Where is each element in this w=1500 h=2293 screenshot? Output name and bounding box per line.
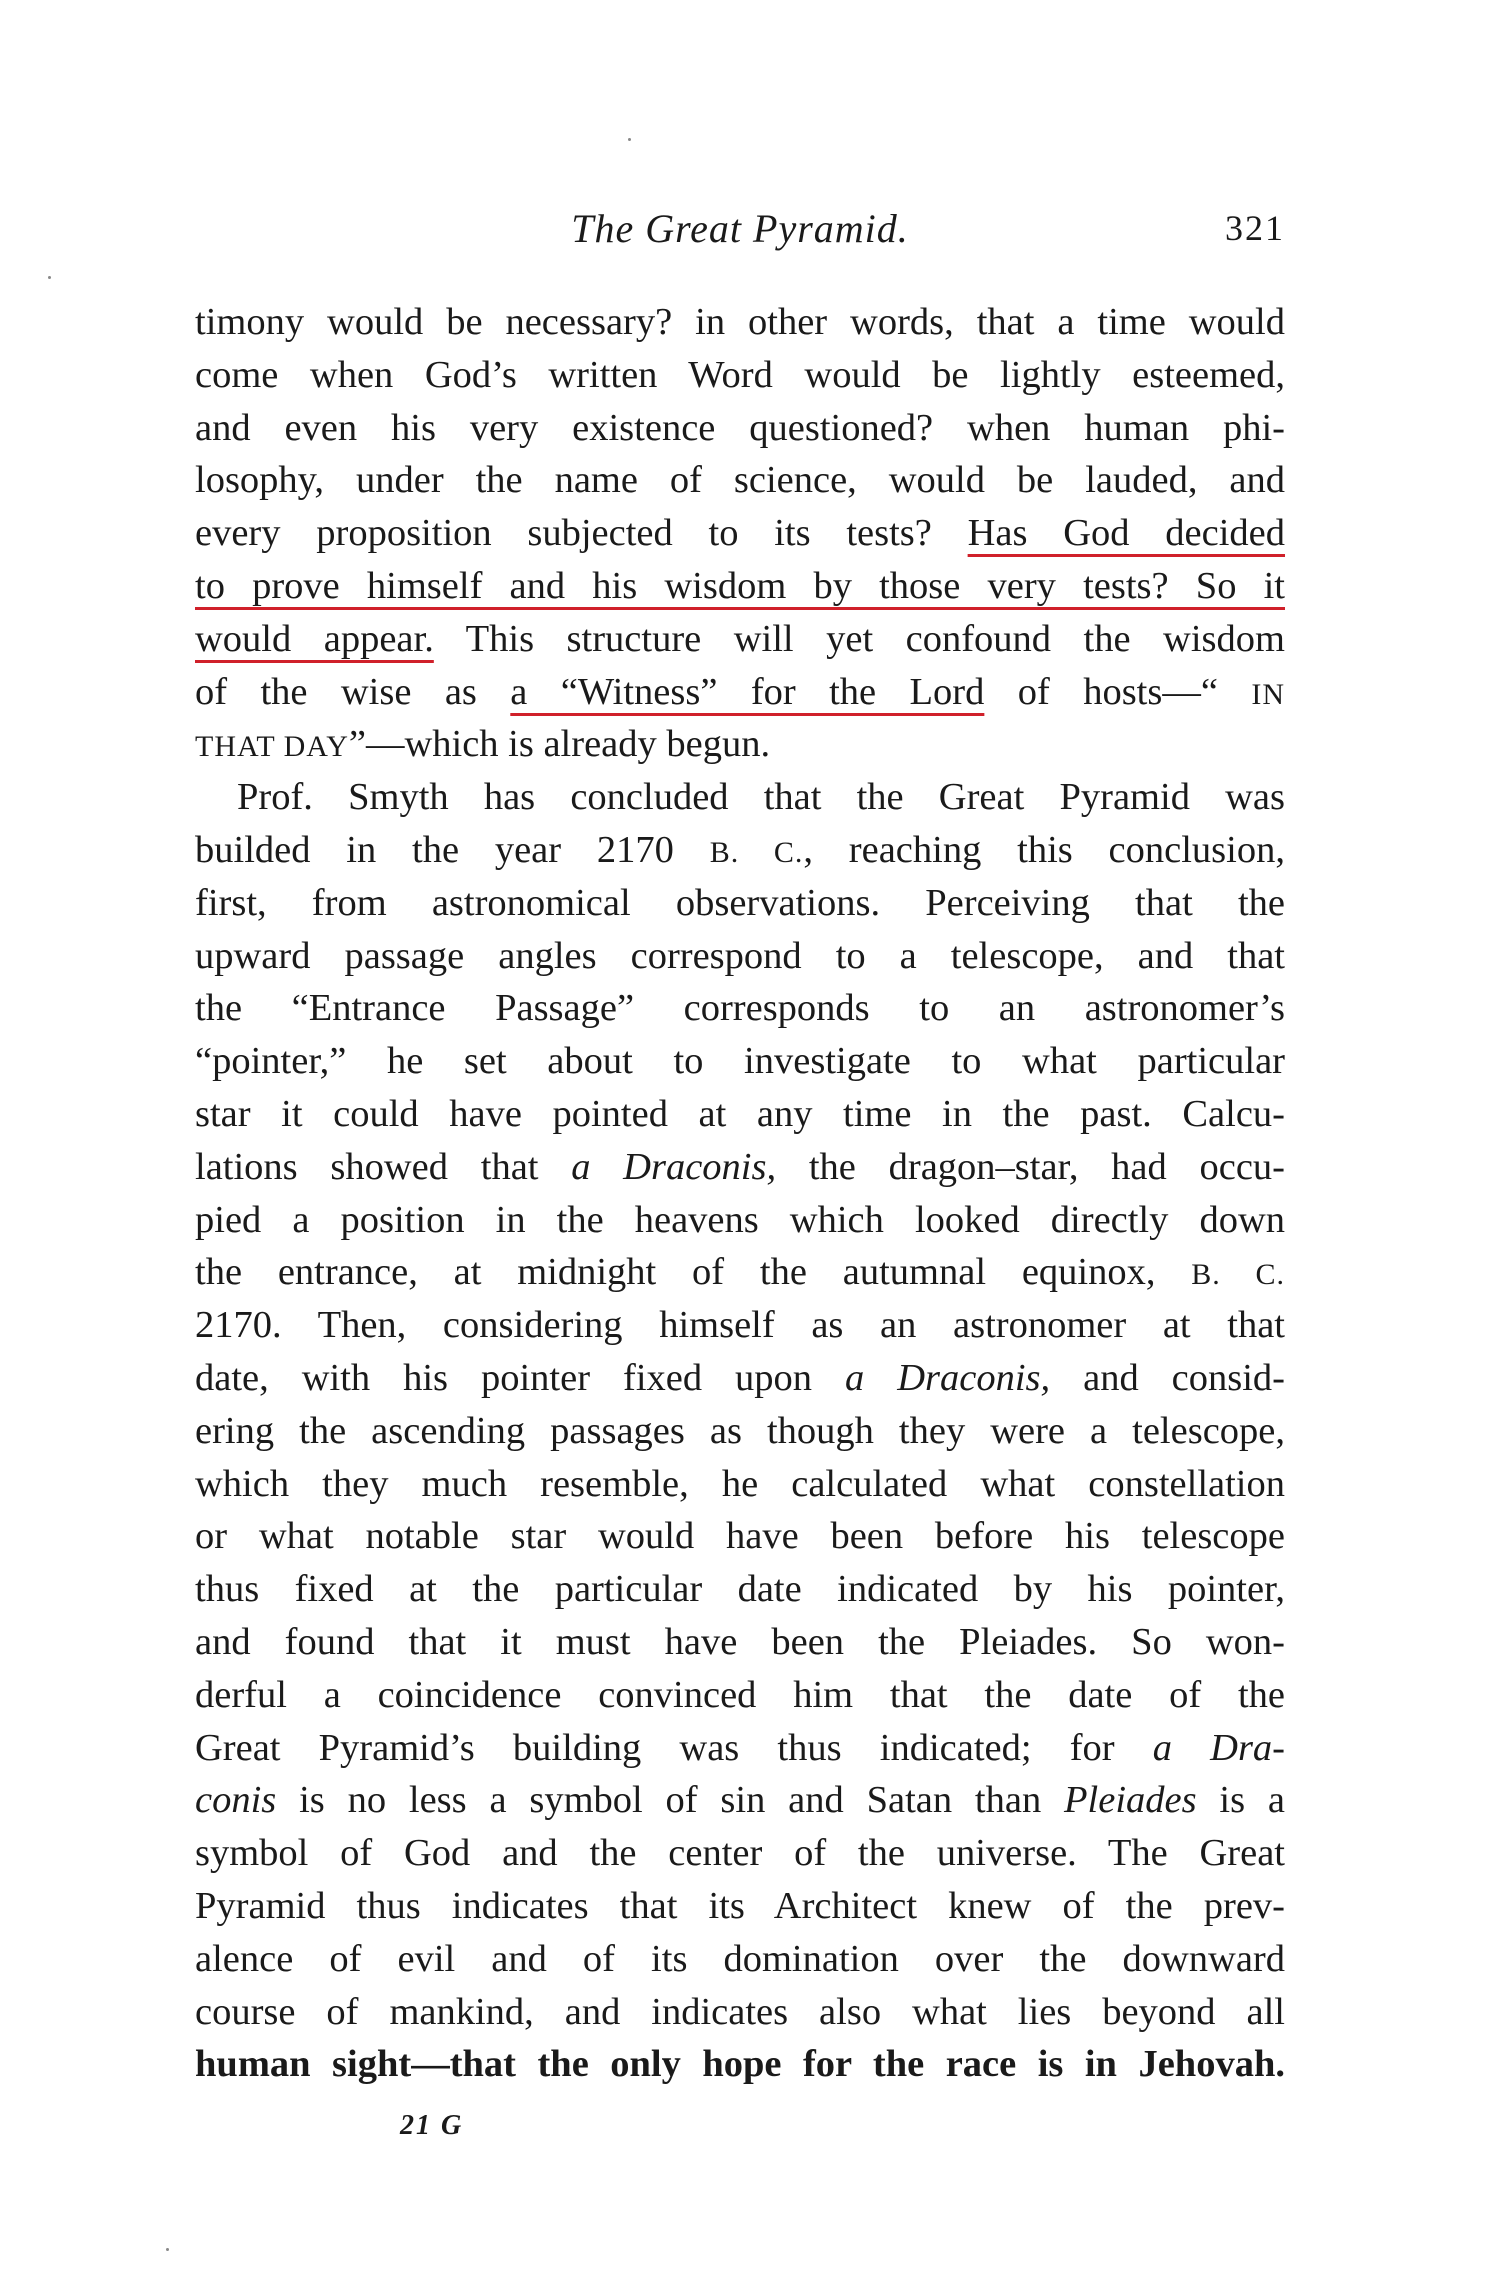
text-line: [195, 507, 1285, 560]
text-segment: the dragon–star, had occu-: [776, 1145, 1285, 1188]
text-line: ering the ascending passages as though they were a telescope,: [195, 1409, 1285, 1452]
underlined-passage: would appear.: [195, 617, 434, 660]
italic-text: a Draconis,: [845, 1356, 1051, 1399]
text-line: the “Entrance Passage” corresponds to an astronomer’s: [195, 987, 1285, 1030]
text-segment: This structure will yet confound the wisdom: [433, 617, 1285, 660]
text-line: “pointer,” he set about to investigate to what particular: [195, 1040, 1285, 1083]
text-segment: lations showed that: [195, 1145, 572, 1188]
small-caps-text: THAT DAY: [195, 730, 349, 764]
underlined-passage: to prove himself and his wisdom by those very tests? So it: [195, 564, 1285, 607]
text-segment: date, with his pointer fixed upon: [195, 1356, 846, 1399]
text-line: [195, 824, 1285, 877]
text-line: timony would be necessary? in other words, that a time would: [195, 301, 1285, 343]
paper-speck: [628, 138, 631, 141]
text-segment: the entrance, at midnight of the autumnal equinox,: [195, 1251, 1192, 1294]
text-segment: every proposition subjected to its tests?: [195, 512, 968, 555]
underlined-passage: a “Witness” for the Lord: [510, 670, 985, 713]
text-line: star it could have pointed at any time in the past. Calcu-: [195, 1092, 1285, 1135]
italic-text: conis: [195, 1779, 277, 1822]
text-line: thus fixed at the particular date indicated by his pointer,: [195, 1568, 1285, 1611]
text-line: upward passage angles correspond to a telescope, and that: [195, 934, 1285, 977]
text-line: [195, 1141, 1285, 1194]
text-segment: , reaching this conclusion,: [803, 828, 1285, 871]
text-line: pied a position in the heavens which looked directly down: [195, 1198, 1285, 1241]
text-segment: Great Pyramid’s building was thus indicated; for: [195, 1726, 1153, 1769]
text-line: [195, 1246, 1285, 1299]
small-caps-text: B. C.: [1191, 1258, 1285, 1292]
signature-mark: 21 G: [400, 2110, 464, 2141]
text-line: course of mankind, and indicates also what lies beyond all: [195, 1990, 1285, 2033]
text-line: and found that it must have been the Pleiades. So won-: [195, 1620, 1285, 1663]
text-line: [195, 1722, 1285, 1775]
text-segment: and consid-: [1050, 1356, 1285, 1399]
italic-text: a Draconis,: [571, 1145, 777, 1188]
small-caps-text: B. C.: [709, 835, 804, 869]
text-segment: ”—which is already begun.: [348, 723, 771, 766]
text-line: losophy, under the name of science, would be lauded, and: [195, 459, 1285, 502]
text-line: and even his very existence questioned? when human phi-: [195, 406, 1285, 449]
page-header: [195, 205, 1285, 257]
paragraph-start-line: Prof. Smyth has concluded that the Great Pyramid was: [237, 776, 1285, 819]
text-segment: is a: [1196, 1779, 1285, 1822]
small-caps-text: IN: [1251, 677, 1285, 711]
text-line: first, from astronomical observations. Perceiving that the: [195, 881, 1285, 924]
text-line: [195, 613, 1285, 666]
text-line: human sight—that the only hope for the race is in Jehovah.: [195, 2043, 1285, 2086]
text-line: [195, 718, 1285, 771]
text-line: or what notable star would have been before his telescope: [195, 1515, 1285, 1558]
italic-text: a Dra-: [1152, 1726, 1286, 1769]
body-text: [195, 296, 1285, 2091]
running-title: The Great Pyramid.: [571, 206, 909, 251]
text-line: [195, 560, 1285, 613]
underlined-passage: Has God decided: [967, 512, 1286, 555]
text-line: [195, 666, 1285, 719]
paper-speck: [48, 276, 51, 279]
text-segment: of the wise as: [195, 670, 511, 713]
text-line: 2170. Then, considering himself as an astronomer at that: [195, 1304, 1285, 1347]
page-number: 321: [1225, 208, 1285, 248]
text-line: [195, 1774, 1285, 1827]
italic-text: Pleiades: [1064, 1779, 1197, 1822]
text-line: [195, 1352, 1285, 1405]
paper-speck: [166, 2248, 169, 2251]
text-line: alence of evil and of its domination over the downward: [195, 1937, 1285, 1980]
text-line: Pyramid thus indicates that its Architect knew of the prev-: [195, 1884, 1285, 1927]
text-segment: builded in the year 2170: [195, 828, 710, 871]
text-line: derful a coincidence convinced him that the date of the: [195, 1673, 1285, 1716]
text-line: symbol of God and the center of the universe. The Great: [195, 1832, 1285, 1875]
text-line: come when God’s written Word would be lightly esteemed,: [195, 353, 1285, 396]
text-line: which they much resemble, he calculated what constellation: [195, 1462, 1285, 1505]
text-segment: is no less a symbol of sin and Satan than: [276, 1779, 1065, 1822]
text-segment: of hosts—“: [984, 670, 1252, 713]
